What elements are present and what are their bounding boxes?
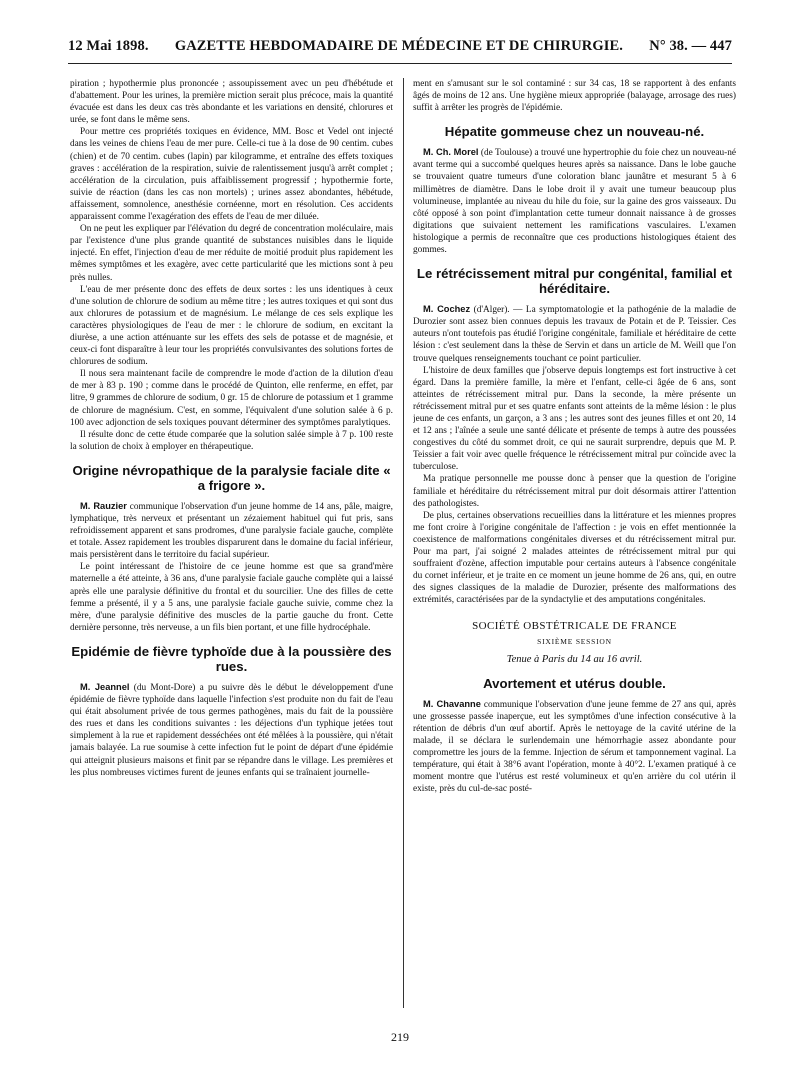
section-heading-facial-paralysis: Origine névropathique de la paralysie faciale dite « a frigore ». [72,462,391,493]
paragraph-text: (de Toulouse) a trouvé une hypertrophie du foie chez un nouveau-né avant terme qui a succombé quelques heures après sa naissance. Dans le lobe gauche se trouvaient quatre tumeurs d'une coloration blanc jaunâtre et mesurant 5 à 6 millimètres de diamètre. Dans le lobe droit il y avait une tumeur beaucoup plus volumineuse, implantée au niveau du hile du foie, sur la gaine des gros vaisseaux. Du côté opposé à son point d'implantation cette tumeur donnait naissance à de grosses digitations que suivaient nettement les ramifications vasculaires. L'examen histologique a permis de reconnaître que ces productions histologiques étaient des gommes. [413,148,736,256]
paragraph: Il nous sera maintenant facile de comprendre le mode d'action de la dilution d'eau de mer à 83 p. 190 ; comme dans le procédé de Quinton, elle renferme, en effet, par litre, 9 grammes de chlorure de sodium, 0 gr. 15 de chlorure de potassium et 1 gramme de chlorure de magnésium. C'est, en somme, l'équivalent d'une solution salée à 6 p. 100 avec adjonction de sels toxiques pouvant déterminer des symptômes paralytiques. [70,369,393,428]
paragraph: L'eau de mer présente donc des effets de deux sortes : les uns identiques à ceux d'une solution de chlorure de sodium au même titre ; les autres toxiques et qui sont dus aux chlorures de potassium et de magnésium. Le mélange de ces sels explique les caractères physiologiques de l'eau de mer : le chlorure de sodium, en excitant la diurèse, a une action atténuante sur les effets des sels de potasse et de magnésie, et ceux-ci font disparaître à leur tour les propriétés convulsivantes des solutions fortes de chlorures de sodium. [70,284,393,368]
society-title: SOCIÉTÉ OBSTÉTRICALE DE FRANCE [472,620,677,633]
issue-date: 12 Mai 1898. [68,38,149,54]
section-heading-typhoid: Epidémie de fièvre typhoïde due à la poussière des rues. [71,643,392,674]
column-divider [403,78,404,1008]
paragraph: Pour mettre ces propriétés toxiques en évidence, MM. Bosc et Vedel ont injecté dans les veines de chiens l'eau de mer pure. Celle-ci tue à la dose de 90 centim. cubes (chien) et de 70 centim. cubes (lapin) par kilogramme, et entraîne des effets toxiques graves : accélération de la respiration, suivie de ralentissement jusqu'à arrêt complet ; accélération de la circulation, puis affaiblissement progressif ; hypothermie forte, suivie de réaction (dans les cas non mortels) ; urines assez abondantes, hébétude, affaissement, somnolence, anesthésie cornéenne, mort en résolution. Ces accidents apparaissent comme l'exagération des effets de l'eau de mer diluée. [70,127,393,223]
right-column [413,78,736,1048]
paragraph-text: (d'Alger). — La symptomatologie et la pathogénie de la maladie de Durozier sont assez bien connues depuis les travaux de Potain et de P. Teissier. Ces auteurs n'ont toutefois pas étudié l'origine congénitale, familiale et héréditaire de cette lésion : c'est seulement dans la thèse de Servin et dans un article de M. Weill que l'on trouve quelques renseignements touchant ce point particulier. [413,305,736,364]
paragraph: piration ; hypothermie plus prononcée ; assoupissement avec un peu d'hébétude et d'abattement. Pour les urines, la première miction serait plus précoce, mais la quantité évacuée est dans les deux cas très abondante et les variations en densité, chlorures et urée, se font dans le même sens. [70,79,393,126]
paragraph: L'histoire de deux familles que j'observe depuis longtemps est fort instructive à cet égard. Dans la première famille, la mère et l'enfant, celle-ci âgée de 6 ans, sont atteintes de rétrécissement mitral pur. Dans la seconde, la mère présente un rétrécissement mitral pur et ses quatre enfants sont atteints de la même lésion : le plus jeune de ces enfants, un garçon, a 3 ans ; les autres sont des jeunes filles et ont 20, 14 et 12 ans ; l'aînée a seule une santé délicate et présente de temps à autre des poussées congestives du côté du sommet droit, ce qui ne saurait surprendre, depuis que M. P. Teissier a fait voir avec quelle fréquence le rétrécissement mitral pur coïncide avec la tuberculose. [413,365,736,473]
author-name: M. Chavanne [423,698,481,709]
author-name: M. Jeannel [80,681,130,692]
paragraph-text: communique l'observation d'un jeune homme de 14 ans, pâle, maigre, lymphatique, très nerveux et présentant un zézaiement habituel qui fut pris, sans refroidissement apparent et sans prodromes, d'une paralysie faciale gauche, complète et totale. Assez rapidement les troubles disparurent dans le domaine du facial inférieur, mais persistèrent dans le territoire du facial supérieur. [70,501,393,561]
author-name: M. Rauzier [80,500,127,511]
paragraph: Ma pratique personnelle me pousse donc à penser que la question de l'origine familiale et héréditaire du rétrécissement mitral pur doit désormais attirer l'attention des pathologistes. [413,474,736,509]
paragraph-text: (du Mont-Dore) a pu suivre dès le début le développement d'une épidémie de fièvre typhoïde dans laquelle l'infection s'est produite non du fait de l'eau qui était absolument privée de tous germes pathogènes, mais du fait de la poussière des rues et dans les conditions suivantes : les déjections d'un typhique jetées tout simplement à la rue et rapidement desséchées ont été mêlées à la poussière, qui n'était jamais balayée. La rue soumise à cette infection fut le point de départ d'une épidémie qui atteignit plusieurs maisons et finit par se répandre dans le village. Les premières et les plus nombreuses victimes furent de jeunes enfants qui se traînaient journelle- [70,682,393,778]
header-rule [68,63,732,64]
author-name: M. Cochez [423,304,471,315]
paragraph-text: communique l'observation d'une jeune femme de 27 ans qui, après une grossesse passée inaperçue, eut les symptômes d'une infection consécutive à la rétention de débris d'un œuf abortif. Après le nettoyage de la cavité utérine de la malade, il se déclara le surlendemain une hémorrhagie assez abondante pour compromettre les jours de la femme. Injection de sérum et tamponnement vaginal. La température, qui était à 38°6 avant l'opération, monte à 40°2. L'examen pratiqué à ce moment montre que l'utérus est resté volumineux et qu'en arrière du col utérin il existe, près du cul-de-sac posté- [413,699,736,795]
left-column [70,78,393,1048]
paragraph: On ne peut les expliquer par l'élévation du degré de concentration moléculaire, mais par l'existence d'une plus grande quantité de substances nuisibles dans le liquide injecté. En effet, l'injection d'eau de mer réduite de moitié produit plus rapidement les mêmes symptômes et les exagère, avec cette particularité que les mictions sont à peu près nulles. [70,224,393,283]
paragraph: De plus, certaines observations recueillies dans la littérature et les miennes propres me font croire à l'origine congénitale de l'affection : je vois en effet mentionnée la coexistence de malformations congénitales diverses et du rétrécissement mitral pur. Pour ma part, j'ai soigné 2 malades atteintes de rétrécissement mitral pur qui souffraient d'ozène, affection imputable pour certains auteurs à l'absence congénitale du cornet inférieur, et je traite en ce moment un jeune homme de 26 ans, qui, en outre des signes classiques de la maladie de Durozier, présente des malformations des extrémités, caractérisées par de la syndactylie et des amputations congénitales. [413,510,736,606]
paragraph: ment en s'amusant sur le sol contaminé : sur 34 cas, 18 se rapportent à des enfants âgés de moins de 12 ans. Une hygiène mieux appropriée (balayage, arrosage des rues) suffit à arrêter les progrès de l'épidémie. [413,79,736,114]
session-dates: Tenue à Paris du 14 au 16 avril. [506,653,643,665]
paragraph: Le point intéressant de l'histoire de ce jeune homme est que sa grand'mère maternelle a été atteinte, à 36 ans, d'une paralysie faciale gauche complète qui a laissé après elle une paralysie définitive du frontal et du sourcilier. Une des filles de cette femme a présenté, il y a 5 ans, une paralysie faciale gauche suivie, comme chez la mère, d'une paralysie définitive des muscles de la partie gauche du front. Cette dernière personne, très nerveuse, a un fils bien portant, et une fille hydrocéphale. [70,562,393,633]
section-heading-abortion: Avortement et utérus double. [483,675,666,691]
journal-title: GAZETTE HEBDOMADAIRE DE MÉDECINE ET DE CHIRURGIE. [174,38,623,54]
page-number: 219 [391,1030,409,1044]
running-header [68,38,732,60]
author-name: M. Ch. Morel [423,147,479,158]
issue-number: N° 38. — 447 [649,38,732,54]
section-heading-mitral: Le rétrécissement mitral pur congénital, familial et héréditaire. [416,266,733,297]
section-heading-hepatitis: Hépatite gommeuse chez un nouveau-né. [444,124,705,140]
session-label: SIXIÈME SESSION [537,636,612,646]
paragraph: Il résulte donc de cette étude comparée que la solution salée simple à 7 p. 100 reste la solution de choix à employer en thérapeutique. [70,429,393,452]
